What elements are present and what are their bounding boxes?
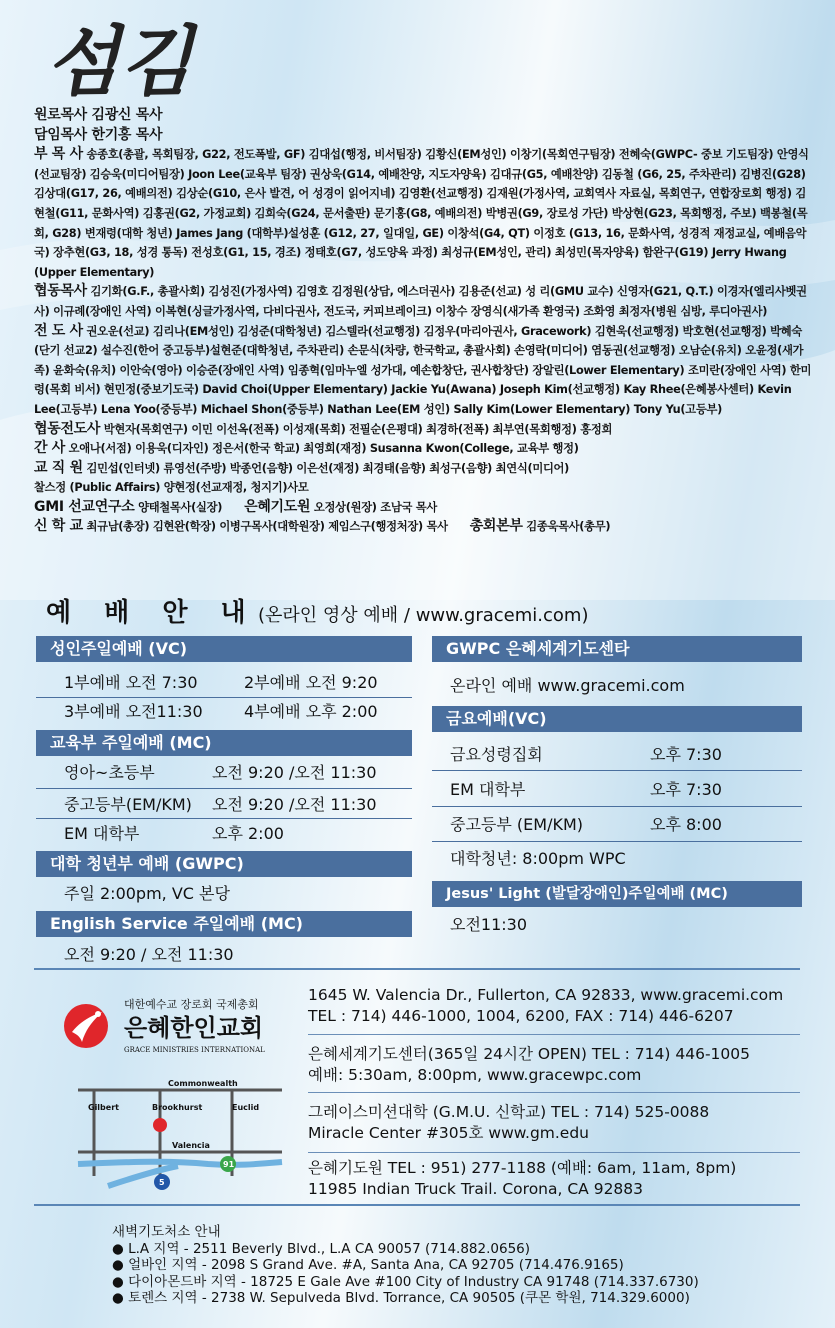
gmi-role: GMI 선교연구소 <box>34 498 135 515</box>
friday-2-time: 오후 7:30 <box>650 780 722 799</box>
adult-row-2 <box>64 699 412 725</box>
prayer-title: 새벽기도처소 안내 <box>112 1224 221 1240</box>
seminary-and-hq <box>34 517 814 537</box>
friday-3-name: 중고등부 (EM/KM) <box>450 815 583 834</box>
adult-service-2: 2부예배 오전 9:20 <box>244 673 378 692</box>
gwpc-header: GWPC 은혜세계기도센타 <box>432 636 802 662</box>
gmu-address <box>308 1102 709 1144</box>
friday-row-2 <box>450 777 800 803</box>
prayer-mountain-text: 오정상(원장) 조남국 목사 <box>313 500 437 514</box>
location-map <box>68 1076 288 1200</box>
edu-2-name: 중고등부(EM/KM) <box>64 795 192 814</box>
logo-dot <box>95 1011 101 1017</box>
prayer-item-torrance: ● 토렌스 지역 - 2738 W. Sepulveda Blvd. Torrance, CA 90505 (쿠몬 학원, 714.329.6000) <box>112 1290 690 1307</box>
staff-text-1: 김민섭(인터넷) 류영선(주방) 박종언(음향) 이은선(재정) 최경태(음향) 최성구(음향) 최연식(미디어) <box>86 461 570 475</box>
map-label-gilbert: Gilbert <box>88 1103 119 1112</box>
edu-1-name: 영아~초등부 <box>64 763 155 782</box>
edu-1-time: 오전 9:20 /오전 11:30 <box>212 763 377 782</box>
logo-church-name-en: GRACE MINISTRIES INTERNATIONAL <box>124 1046 265 1054</box>
associate-pastors <box>34 145 814 282</box>
logo-denomination: 대한예수교 장로회 국제총회 <box>124 998 259 1011</box>
address-divider-2 <box>308 1092 800 1093</box>
cooperating-pastors <box>34 282 814 321</box>
section-divider-bottom <box>34 1204 800 1206</box>
cooperating-evangelists <box>34 420 814 440</box>
map-label-91: 91 <box>223 1160 235 1169</box>
retreat-line-1: 은혜기도원 TEL : 951) 277-1188 (예배: 6am, 11am, 8pm) <box>308 1159 737 1177</box>
jesus-light-header: Jesus' Light (발달장애인)주일예배 (MC) <box>432 881 802 907</box>
jesus-light-row-1: 오전11:30 <box>450 915 528 934</box>
adult-row-divider <box>36 697 412 698</box>
seminary-text: 최규남(총장) 김현완(학장) 이병구목사(대학원장) 제임스구(행정처장) 목사 <box>86 520 448 534</box>
edu-3-name: EM 대학부 <box>64 824 140 843</box>
seminary-role: 신 학 교 <box>34 518 83 535</box>
church-address-line-2: TEL : 714) 446-1000, 1004, 6200, FAX : 714) 446-6207 <box>308 1007 734 1025</box>
staff-role: 교 직 원 <box>34 459 83 476</box>
heading-calligraphy <box>46 18 236 108</box>
edu-row-3 <box>64 821 412 847</box>
college-row-1: 주일 2:00pm, VC 본당 <box>64 884 230 903</box>
staff-members-2: 찰스정 (Public Affairs) 양현정(선교재정, 청지기)사모 <box>34 481 309 495</box>
wpc-line-1: 은혜세계기도센터(365일 24시간 OPEN) TEL : 714) 446-1005 <box>308 1045 750 1063</box>
prayer-item-irvine: ● 얼바인 지역 - 2098 S Grand Ave. #A, Santa Ana, CA 92705 (714.476.9165) <box>112 1257 624 1274</box>
church-address <box>308 985 783 1027</box>
friday-1-time: 오후 7:30 <box>650 745 722 764</box>
friday-row-divider-1 <box>432 770 802 771</box>
heading-script-text: 섬김 <box>46 18 193 106</box>
assoc2-role: 협동목사 <box>34 283 87 300</box>
address-divider-1 <box>308 1034 800 1035</box>
college-service-header: 대학 청년부 예배 (GWPC) <box>36 851 412 877</box>
adult-row-1 <box>64 670 412 696</box>
staff-directory <box>34 106 814 537</box>
friday-row-3 <box>450 812 800 838</box>
map-label-brookhurst: Brookhurst <box>152 1103 203 1112</box>
prayer-item-la: ● L.A 지역 - 2511 Beverly Blvd., L.A CA 90057 (714.882.0656) <box>112 1240 531 1257</box>
english-service-header: English Service 주일예배 (MC) <box>36 911 412 937</box>
worship-subtitle: (온라인 영상 예배 / www.gracemi.com) <box>258 605 589 626</box>
evangelist-text: 권오운(선교) 김리나(EM성인) 김성준(대학청년) 김스텔라(선교행정) 김정우(마리아권사, Gracework) 김현욱(선교행정) 박호현(선교행정) 박혜숙(단기 선교2) 설수진(한어 중고등부)설현준(대학청년, 주차관리) 손문식(차량, 한국학교, 총괄사회) 손영락(미디어) 염동권(선교행정) 오남순(유치) 오윤정(새가족) 윤화숙(유치) 이안숙(영아) 이승준(장애인 사역) 임종혁(임마누엘 성가대, 예손합창단, 권사합창단) 장알린(Lower Elementary) 조미란(장애인 사역) 한미령(목회 비서) 현민정(중보기도국) David Choi(Upper Elementary) Jackie Yu(Awana) Joseph Kim(선교행정) Kay Rhee(은혜봉사센터) Kevin Lee(고등부) Lena Yoo(중등부) Michael Shon(중등부) Nathan Lee(EM 성인) Sally Kim(Lower Elementary) Tony Yu(고등부) <box>34 324 812 416</box>
gmi-and-prayer-mountain <box>34 498 814 518</box>
gmi-text: 양태철목사(실장) <box>138 500 223 514</box>
senior-emeritus: 원로목사 김광신 목사 <box>34 107 163 123</box>
admin-role: 간 사 <box>34 440 66 457</box>
gwpc-row-1: 온라인 예배 www.gracemi.com <box>450 676 685 695</box>
edu-3-time: 오후 2:00 <box>212 824 284 843</box>
education-service-header: 교육부 주일예배 (MC) <box>36 730 412 756</box>
church-logo <box>60 992 300 1062</box>
friday-row-4: 대학청년: 8:00pm WPC <box>450 849 626 868</box>
friday-row-1 <box>450 742 800 768</box>
prayer-item-diamond-bar: ● 다이아몬드바 지역 - 18725 E Gale Ave #100 City of Industry CA 91748 (714.337.6730) <box>112 1273 699 1290</box>
hq-role: 총회본부 <box>469 518 523 535</box>
adult-service-4: 4부예배 오후 2:00 <box>244 702 378 721</box>
edu-row-divider-2 <box>36 818 412 819</box>
evangelists <box>34 322 814 420</box>
map-label-5: 5 <box>159 1178 165 1187</box>
gmu-line-1: 그레이스미션대학 (G.M.U. 신학교) TEL : 714) 525-0088 <box>308 1103 710 1121</box>
church-address-line-1: 1645 W. Valencia Dr., Fullerton, CA 92833, www.gracemi.com <box>308 986 784 1004</box>
friday-service-header: 금요예배(VC) <box>432 706 802 732</box>
wpc-address <box>308 1044 750 1086</box>
adult-service-header: 성인주일예배 (VC) <box>36 636 412 662</box>
assoc2-text: 김기화(G.F., 총괄사회) 김성진(가정사역) 김영호 김정원(상담, 에스더권사) 김용준(선교) 성 리(GMU 교수) 신영자(G21, Q.T.) 이경자(엘리사벳권사) 이규례(장애인 사역) 이복현(싱글가정사역, 다비다권사, 전도국, 커피브레이크) 이창수 장영식(새가족 환영국) 조화영 최정자(병원 심방, 루디아권사) <box>34 285 807 318</box>
address-divider-3 <box>308 1152 800 1153</box>
logo-church-name: 은혜한인교회 <box>124 1014 264 1042</box>
friday-2-name: EM 대학부 <box>450 780 526 799</box>
map-label-valencia: Valencia <box>172 1141 210 1150</box>
edu-row-2 <box>64 792 412 818</box>
edu-row-divider-1 <box>36 788 412 789</box>
edu-row-1 <box>64 760 412 786</box>
gmu-line-2: Miracle Center #305호 www.gm.edu <box>308 1124 590 1142</box>
friday-row-divider-2 <box>432 806 802 807</box>
map-label-commonwealth: Commonwealth <box>168 1079 238 1088</box>
staff-members <box>34 459 814 479</box>
adult-service-1: 1부예배 오전 7:30 <box>64 673 198 692</box>
friday-1-name: 금요성령집회 <box>450 745 543 764</box>
evangelist-role: 전 도 사 <box>34 322 83 339</box>
english-row-1: 오전 9:20 / 오전 11:30 <box>64 945 234 964</box>
map-label-euclid: Euclid <box>232 1103 260 1112</box>
friday-row-divider-3 <box>432 841 802 842</box>
administrators <box>34 439 814 459</box>
wpc-line-2: 예배: 5:30am, 8:00pm, www.gracewpc.com <box>308 1066 642 1084</box>
hq-text: 김종욱목사(총무) <box>526 520 611 534</box>
prayer-mountain-role: 은혜기도원 <box>244 498 311 515</box>
section-divider-top <box>34 968 800 970</box>
retreat-address <box>308 1158 736 1200</box>
map-church-marker <box>153 1118 167 1132</box>
coevang-role: 협동전도사 <box>34 420 101 437</box>
edu-2-time: 오전 9:20 /오전 11:30 <box>212 795 377 814</box>
senior-pastor: 담임목사 한기홍 목사 <box>34 126 163 143</box>
worship-title: 예 배 안 내 <box>46 598 258 628</box>
associate-role: 부 목 사 <box>34 146 83 163</box>
coevang-text: 박현자(목회연구) 이민 이선옥(전폭) 이성재(목회) 전필순(은평대) 최경하(전폭) 최부연(목회행정) 홍정희 <box>103 422 613 436</box>
friday-3-time: 오후 8:00 <box>650 815 722 834</box>
dawn-prayer-locations <box>112 1224 699 1307</box>
associate-text: 송종호(총괄, 목회팀장, G22, 전도폭발, GF) 김대섭(행정, 비서팀장) 김황신(EM성인) 이창기(목회연구팀장) 전혜숙(GWPC- 중보 기도팀장) 안영식(선교팀장) 김승욱(미디어팀장) Joon Lee(교육부 팀장) 권상욱(G14, 예배찬양, 지도자양육) 김대규(G5, 예배찬양) 김동철 (G6, 25, 주차관리) 김병진(G28) 김상대(G17, 26, 예배의전) 김상순(G10, 은사 발견, 어 성경이 읽어지네) 김영환(선교행정) 김재원(가정사역, 교회역사 자료실, 목회연구, 연합장로회 행정) 김현철(G11, 문화사역) 김홍권(G2, 가정교회) 김희숙(G24, 문서출판) 문기홍(G8, 예배의전) 박병권(G9, 장로성 가단) 박상현(G23, 목회행정, 주보) 백봉철(목회, G28) 변재령(대학 청년) James Jang (대학부)설성훈 (G12, 27, 일대일, GE) 이창석(G4, QT) 이정호 (G13, 16, 문화사역, 성경적 재정교실, 예배음악국) 장추현(G3, 18, 성경 통독) 전성호(G1, 15, 경조) 정태호(G7, 성도양육 과정) 최성규(EM성인, 관리) 최성민(목자양육) 함완구(G19) Jerry Hwang (Upper Elementary) <box>34 148 809 279</box>
adult-service-3: 3부예배 오전11:30 <box>64 702 203 721</box>
retreat-line-2: 11985 Indian Truck Trail. Corona, CA 92883 <box>308 1180 644 1198</box>
admin-text: 오애나(서점) 이용욱(디자인) 정은서(한국 학교) 최영희(재정) Susanna Kwon(College, 교육부 행정) <box>68 442 579 456</box>
